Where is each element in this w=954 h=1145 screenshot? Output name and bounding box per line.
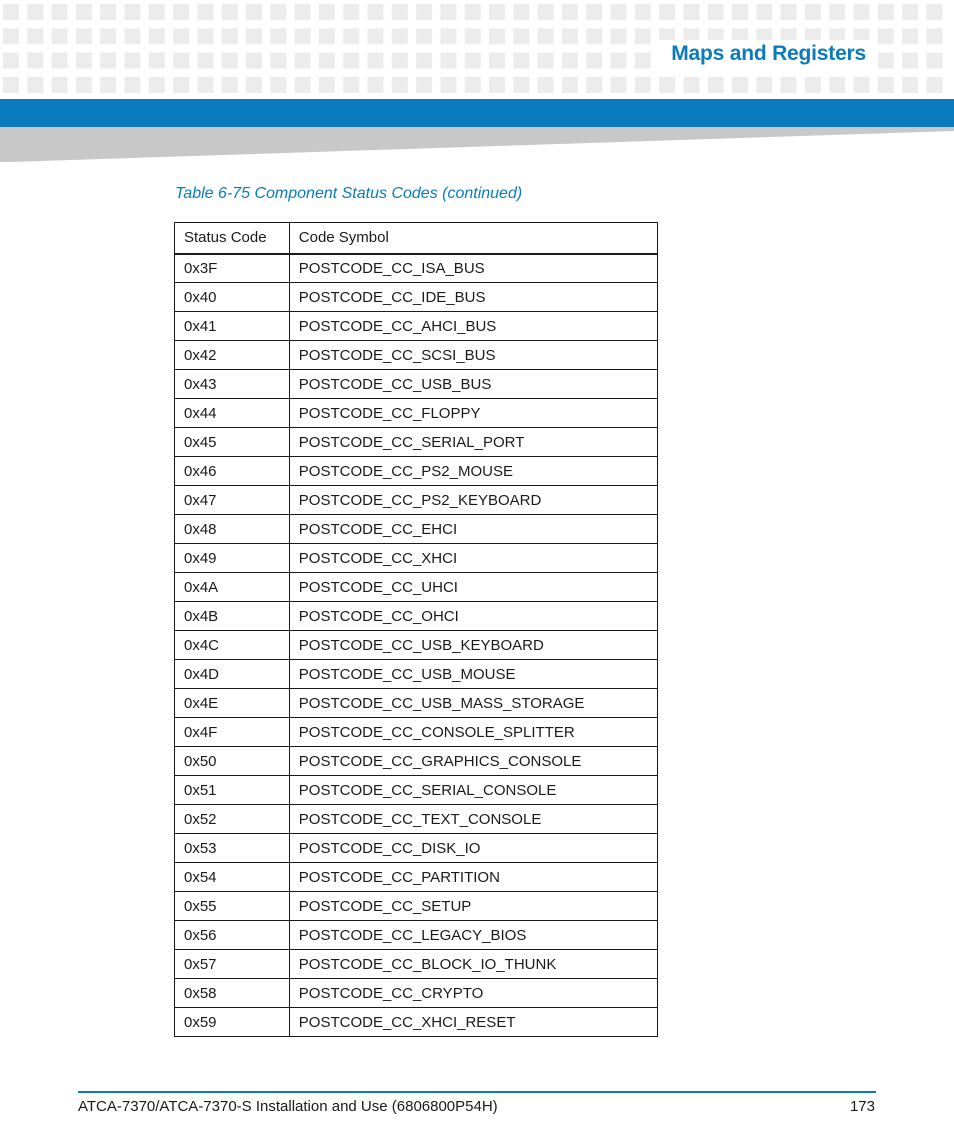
header-square xyxy=(538,77,554,93)
table-row xyxy=(175,950,658,979)
header-square xyxy=(76,4,92,20)
header-square xyxy=(368,53,384,69)
header-square xyxy=(611,77,627,93)
table-row xyxy=(175,602,658,631)
header-square xyxy=(465,53,481,69)
header-square xyxy=(732,77,748,93)
header-square xyxy=(708,77,724,93)
column-header-status-code: Status Code xyxy=(175,223,290,254)
table-row xyxy=(175,283,658,312)
table-row xyxy=(175,544,658,573)
header-square xyxy=(100,28,116,44)
header-square xyxy=(343,4,359,20)
header-square xyxy=(246,4,262,20)
header-square xyxy=(538,53,554,69)
header-square xyxy=(368,4,384,20)
header-square xyxy=(222,28,238,44)
header-square xyxy=(926,28,942,44)
header-square xyxy=(562,4,578,20)
header-square xyxy=(392,53,408,69)
table-row xyxy=(175,863,658,892)
header-square xyxy=(781,4,797,20)
header-square xyxy=(149,53,165,69)
status-code-cell: 0x51 xyxy=(175,776,290,805)
header-square xyxy=(368,77,384,93)
header-square xyxy=(756,4,772,20)
table-row xyxy=(175,428,658,457)
header-square xyxy=(440,77,456,93)
header-square xyxy=(76,53,92,69)
header-square xyxy=(513,53,529,69)
header-square xyxy=(343,53,359,69)
header-square xyxy=(708,4,724,20)
status-code-cell: 0x4D xyxy=(175,660,290,689)
header-square xyxy=(246,77,262,93)
header-square xyxy=(416,77,432,93)
header-square xyxy=(197,53,213,69)
header-square xyxy=(125,4,141,20)
header-square xyxy=(902,4,918,20)
code-symbol-cell: POSTCODE_CC_DISK_IO xyxy=(289,834,657,863)
header-square xyxy=(683,77,699,93)
table-row xyxy=(175,834,658,863)
header-square xyxy=(805,77,821,93)
header-square xyxy=(878,28,894,44)
status-code-cell: 0x53 xyxy=(175,834,290,863)
table-row xyxy=(175,370,658,399)
header-square xyxy=(586,53,602,69)
code-symbol-cell: POSTCODE_CC_USB_MASS_STORAGE xyxy=(289,689,657,718)
code-symbol-cell: POSTCODE_CC_SERIAL_PORT xyxy=(289,428,657,457)
header-swoosh xyxy=(0,127,954,163)
header-square xyxy=(489,28,505,44)
header-square xyxy=(878,77,894,93)
status-code-cell: 0x52 xyxy=(175,805,290,834)
code-symbol-cell: POSTCODE_CC_BLOCK_IO_THUNK xyxy=(289,950,657,979)
status-code-cell: 0x50 xyxy=(175,747,290,776)
code-symbol-cell: POSTCODE_CC_XHCI xyxy=(289,544,657,573)
header-square xyxy=(465,28,481,44)
code-symbol-cell: POSTCODE_CC_OHCI xyxy=(289,602,657,631)
header-square xyxy=(854,4,870,20)
header-square xyxy=(805,4,821,20)
header-square xyxy=(222,77,238,93)
code-symbol-cell: POSTCODE_CC_XHCI_RESET xyxy=(289,1008,657,1037)
header-square xyxy=(27,4,43,20)
header-square xyxy=(635,53,651,69)
header-square xyxy=(635,28,651,44)
header-square xyxy=(392,28,408,44)
header-square xyxy=(513,28,529,44)
table-header-row xyxy=(175,223,658,254)
header-square xyxy=(538,28,554,44)
header-square xyxy=(635,77,651,93)
code-symbol-cell: POSTCODE_CC_SCSI_BUS xyxy=(289,341,657,370)
header-square xyxy=(538,4,554,20)
table-row xyxy=(175,254,658,283)
code-symbol-cell: POSTCODE_CC_USB_KEYBOARD xyxy=(289,631,657,660)
code-symbol-cell: POSTCODE_CC_ISA_BUS xyxy=(289,254,657,283)
table-row xyxy=(175,341,658,370)
table-row xyxy=(175,747,658,776)
header-square xyxy=(76,77,92,93)
header-square xyxy=(173,28,189,44)
header-square xyxy=(149,4,165,20)
table-row xyxy=(175,921,658,950)
header-square xyxy=(319,4,335,20)
header-square xyxy=(562,28,578,44)
header-square xyxy=(756,77,772,93)
header-square xyxy=(440,28,456,44)
table-row xyxy=(175,457,658,486)
table-row xyxy=(175,1008,658,1037)
header-square xyxy=(926,53,942,69)
header-square xyxy=(732,4,748,20)
header-square xyxy=(52,28,68,44)
table-row xyxy=(175,486,658,515)
header-square xyxy=(416,28,432,44)
header-square xyxy=(197,4,213,20)
status-code-cell: 0x42 xyxy=(175,341,290,370)
header-square xyxy=(319,77,335,93)
header-square xyxy=(489,4,505,20)
header-square xyxy=(100,77,116,93)
code-symbol-cell: POSTCODE_CC_CONSOLE_SPLITTER xyxy=(289,718,657,747)
status-code-cell: 0x48 xyxy=(175,515,290,544)
status-code-cell: 0x4E xyxy=(175,689,290,718)
header-square xyxy=(586,28,602,44)
header-square xyxy=(295,4,311,20)
header-square xyxy=(270,4,286,20)
header-square xyxy=(319,53,335,69)
header-square xyxy=(781,77,797,93)
header-square xyxy=(902,77,918,93)
header-square xyxy=(270,77,286,93)
header-square xyxy=(76,28,92,44)
header-square xyxy=(416,53,432,69)
table-row xyxy=(175,892,658,921)
header-square xyxy=(635,4,651,20)
header-square xyxy=(829,77,845,93)
code-symbol-cell: POSTCODE_CC_GRAPHICS_CONSOLE xyxy=(289,747,657,776)
header-square xyxy=(27,53,43,69)
header-square xyxy=(246,53,262,69)
header-square xyxy=(513,4,529,20)
table-body xyxy=(175,254,658,1037)
header-square xyxy=(513,77,529,93)
header-square xyxy=(659,4,675,20)
header-square xyxy=(270,53,286,69)
code-symbol-cell: POSTCODE_CC_USB_BUS xyxy=(289,370,657,399)
header-square xyxy=(100,4,116,20)
header-square xyxy=(392,4,408,20)
header-square xyxy=(295,77,311,93)
header-square xyxy=(926,77,942,93)
header-square xyxy=(270,28,286,44)
status-code-cell: 0x58 xyxy=(175,979,290,1008)
header-square xyxy=(222,4,238,20)
code-symbol-cell: POSTCODE_CC_LEGACY_BIOS xyxy=(289,921,657,950)
header-square xyxy=(295,53,311,69)
page-number: 173 xyxy=(849,1098,875,1115)
header-square xyxy=(295,28,311,44)
header-square xyxy=(392,77,408,93)
header-square xyxy=(3,77,19,93)
header-square xyxy=(343,77,359,93)
status-code-cell: 0x55 xyxy=(175,892,290,921)
header-blue-band xyxy=(0,99,954,127)
status-code-cell: 0x45 xyxy=(175,428,290,457)
header-square xyxy=(902,53,918,69)
code-symbol-cell: POSTCODE_CC_TEXT_CONSOLE xyxy=(289,805,657,834)
table-row xyxy=(175,660,658,689)
code-symbol-cell: POSTCODE_CC_EHCI xyxy=(289,515,657,544)
header-square xyxy=(562,77,578,93)
header-square xyxy=(173,53,189,69)
header-square xyxy=(902,28,918,44)
footer-document-title: ATCA-7370/ATCA-7370-S Installation and Use (6806800P54H) xyxy=(78,1098,498,1115)
header-square xyxy=(465,4,481,20)
header-square xyxy=(27,28,43,44)
header-square xyxy=(489,53,505,69)
header-square xyxy=(878,4,894,20)
header-square xyxy=(3,53,19,69)
header-square xyxy=(125,28,141,44)
header-square xyxy=(52,53,68,69)
table-row xyxy=(175,312,658,341)
status-code-cell: 0x54 xyxy=(175,863,290,892)
header-square xyxy=(416,4,432,20)
table-row xyxy=(175,573,658,602)
status-code-cell: 0x57 xyxy=(175,950,290,979)
header-square xyxy=(3,4,19,20)
header-square xyxy=(27,77,43,93)
table-row xyxy=(175,979,658,1008)
status-code-cell: 0x40 xyxy=(175,283,290,312)
code-symbol-cell: POSTCODE_CC_SETUP xyxy=(289,892,657,921)
header-square xyxy=(489,77,505,93)
code-symbol-cell: POSTCODE_CC_USB_MOUSE xyxy=(289,660,657,689)
header-square xyxy=(465,77,481,93)
table-row xyxy=(175,515,658,544)
code-symbol-cell: POSTCODE_CC_AHCI_BUS xyxy=(289,312,657,341)
status-code-cell: 0x44 xyxy=(175,399,290,428)
code-symbol-cell: POSTCODE_CC_SERIAL_CONSOLE xyxy=(289,776,657,805)
status-code-cell: 0x47 xyxy=(175,486,290,515)
status-code-cell: 0x59 xyxy=(175,1008,290,1037)
header-square xyxy=(100,53,116,69)
header-square xyxy=(611,4,627,20)
code-symbol-cell: POSTCODE_CC_FLOPPY xyxy=(289,399,657,428)
header-square xyxy=(829,4,845,20)
status-code-table xyxy=(174,222,658,1037)
header-square xyxy=(197,77,213,93)
status-code-cell: 0x3F xyxy=(175,254,290,283)
header-square xyxy=(683,4,699,20)
header-square xyxy=(246,28,262,44)
table-caption: Table 6-75 Component Status Codes (continued) xyxy=(175,185,523,202)
header-square xyxy=(440,4,456,20)
header-square xyxy=(562,53,578,69)
table-row xyxy=(175,631,658,660)
header-square xyxy=(197,28,213,44)
header-square xyxy=(3,28,19,44)
header-square xyxy=(173,4,189,20)
table-row xyxy=(175,776,658,805)
header-square xyxy=(440,53,456,69)
status-code-cell: 0x41 xyxy=(175,312,290,341)
footer-rule xyxy=(78,1091,876,1093)
header-square xyxy=(611,53,627,69)
section-title: Maps and Registers xyxy=(659,40,872,70)
status-code-cell: 0x4F xyxy=(175,718,290,747)
status-code-cell: 0x4C xyxy=(175,631,290,660)
status-code-cell: 0x46 xyxy=(175,457,290,486)
status-code-cell: 0x4A xyxy=(175,573,290,602)
header-square xyxy=(659,77,675,93)
table-row xyxy=(175,689,658,718)
code-symbol-cell: POSTCODE_CC_UHCI xyxy=(289,573,657,602)
header-square xyxy=(611,28,627,44)
status-code-cell: 0x43 xyxy=(175,370,290,399)
header-square xyxy=(173,77,189,93)
header-square xyxy=(125,77,141,93)
code-symbol-cell: POSTCODE_CC_PS2_MOUSE xyxy=(289,457,657,486)
code-symbol-cell: POSTCODE_CC_PARTITION xyxy=(289,863,657,892)
header-square xyxy=(319,28,335,44)
code-symbol-cell: POSTCODE_CC_CRYPTO xyxy=(289,979,657,1008)
header-square xyxy=(125,53,141,69)
header-square xyxy=(926,4,942,20)
status-code-cell: 0x4B xyxy=(175,602,290,631)
table-row xyxy=(175,718,658,747)
status-code-cell: 0x49 xyxy=(175,544,290,573)
header-square xyxy=(586,4,602,20)
header-square xyxy=(222,53,238,69)
code-symbol-cell: POSTCODE_CC_IDE_BUS xyxy=(289,283,657,312)
header-square xyxy=(878,53,894,69)
header-square xyxy=(854,77,870,93)
swoosh-shape xyxy=(0,127,954,162)
header-square xyxy=(149,77,165,93)
header-square xyxy=(343,28,359,44)
header-square xyxy=(52,4,68,20)
column-header-code-symbol: Code Symbol xyxy=(289,223,657,254)
header-square xyxy=(52,77,68,93)
header-square xyxy=(149,28,165,44)
header-square xyxy=(586,77,602,93)
table-row xyxy=(175,805,658,834)
header-square xyxy=(368,28,384,44)
code-symbol-cell: POSTCODE_CC_PS2_KEYBOARD xyxy=(289,486,657,515)
table-row xyxy=(175,399,658,428)
status-code-cell: 0x56 xyxy=(175,921,290,950)
